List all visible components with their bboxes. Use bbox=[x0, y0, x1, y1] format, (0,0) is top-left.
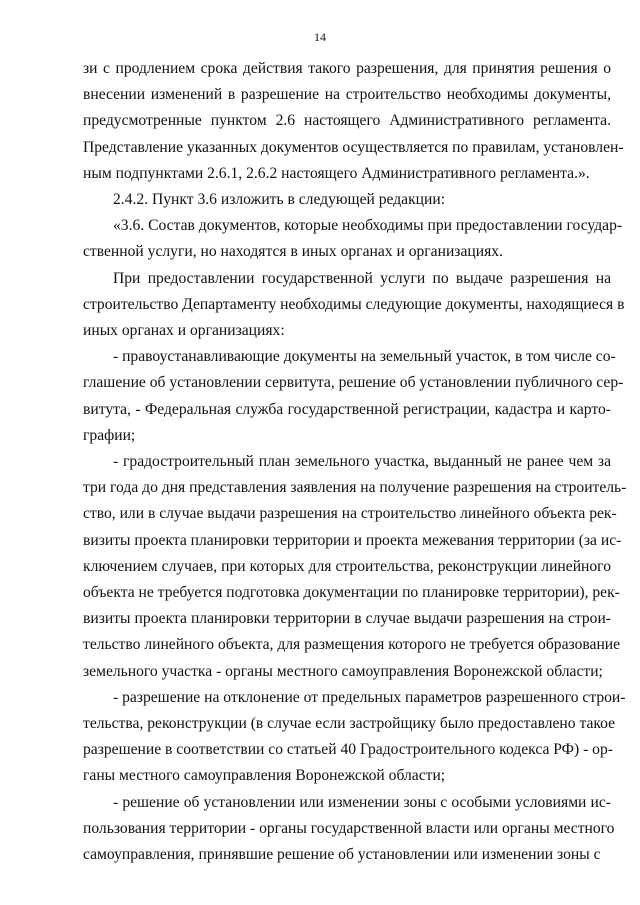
text-line: При предоставлении государственной услуги по выдаче разрешения на bbox=[113, 269, 611, 287]
text-line: графии; bbox=[83, 426, 136, 444]
text-line: витута, - Федеральная служба государственной регистрации, кадастра и карто- bbox=[83, 400, 611, 418]
text-line: визиты проекта планировки территории в случае выдачи разрешения на строи- bbox=[83, 610, 611, 628]
text-line: зи с продлением срока действия такого разрешения, для принятия решения о bbox=[83, 60, 611, 77]
paragraph bbox=[83, 187, 611, 213]
paragraph bbox=[83, 344, 624, 449]
text-line: пользования территории - органы государственной власти или органы местного bbox=[83, 819, 615, 837]
text-line: ганы местного самоуправления Воронежской области; bbox=[83, 767, 446, 785]
text-line: ство, или в случае выдачи разрешения на строительство линейного объекта рек- bbox=[83, 505, 617, 523]
paragraph bbox=[83, 213, 623, 265]
text-line: ным подпунктами 2.6.1, 2.6.2 настоящего Административного регламента.». bbox=[83, 164, 590, 182]
text-line: земельного участка - органы местного самоуправления Воронежской области; bbox=[83, 662, 603, 680]
text-line: «3.6. Состав документов, которые необходимы при предоставлении государ- bbox=[113, 217, 623, 235]
text-line: ключением случаев, при которых для строительства, реконструкции линейного bbox=[83, 557, 611, 575]
document-body bbox=[83, 56, 627, 868]
text-line: глашение об установлении сервитута, решение об установлении публичного сер- bbox=[83, 374, 624, 392]
text-line: тельство линейного объекта, для размещения которого не требуется образование bbox=[83, 636, 621, 654]
page-number: 14 bbox=[314, 30, 326, 44]
text-line: - правоустанавливающие документы на земельный участок, в том числе со- bbox=[113, 348, 616, 366]
text-line: 2.4.2. Пункт 3.6 изложить в следующей редакции: bbox=[113, 191, 446, 209]
text-line: тельства, реконструкции (в случае если застройщику было предоставлено такое bbox=[83, 715, 616, 733]
text-line: внесении изменений в разрешение на строительство необходимы документы, bbox=[83, 86, 611, 104]
text-line: объекта не требуется подготовка документации по планировке территории), рек- bbox=[83, 584, 620, 602]
text-line: предусмотренные пунктом 2.6 настоящего Административного регламента. bbox=[83, 112, 611, 130]
paragraph bbox=[83, 449, 627, 685]
text-line: самоуправления, принявшие решение об установлении или изменении зоны с bbox=[83, 846, 601, 864]
paragraph bbox=[83, 790, 615, 869]
text-line: разрешение в соответствии со статьей 40 Градостроительного кодекса РФ) - ор- bbox=[83, 741, 613, 759]
paragraph bbox=[83, 266, 625, 345]
text-line: - разрешение на отклонение от предельных параметров разрешенного строи- bbox=[113, 688, 626, 706]
paragraph bbox=[83, 56, 624, 187]
text-line: иных органах и организациях: bbox=[83, 322, 285, 340]
text-line: ственной услуги, но находятся в иных органах и организациях. bbox=[83, 243, 503, 261]
paragraph bbox=[83, 685, 626, 790]
text-line: - решение об установлении или изменении зоны с особыми условиями ис- bbox=[113, 793, 611, 811]
text-line: визиты проекта планировки территории и проекта межевания территории (за ис- bbox=[83, 531, 622, 549]
text-line: Представление указанных документов осуществляется по правилам, установлен- bbox=[83, 138, 624, 156]
text-line: три года до дня представления заявления на получение разрешения на строитель- bbox=[83, 479, 627, 497]
text-line: строительство Департаменту необходимы следующие документы, находящиеся в bbox=[83, 295, 625, 313]
text-line: - градостроительный план земельного участка, выданный не ранее чем за bbox=[113, 453, 611, 471]
